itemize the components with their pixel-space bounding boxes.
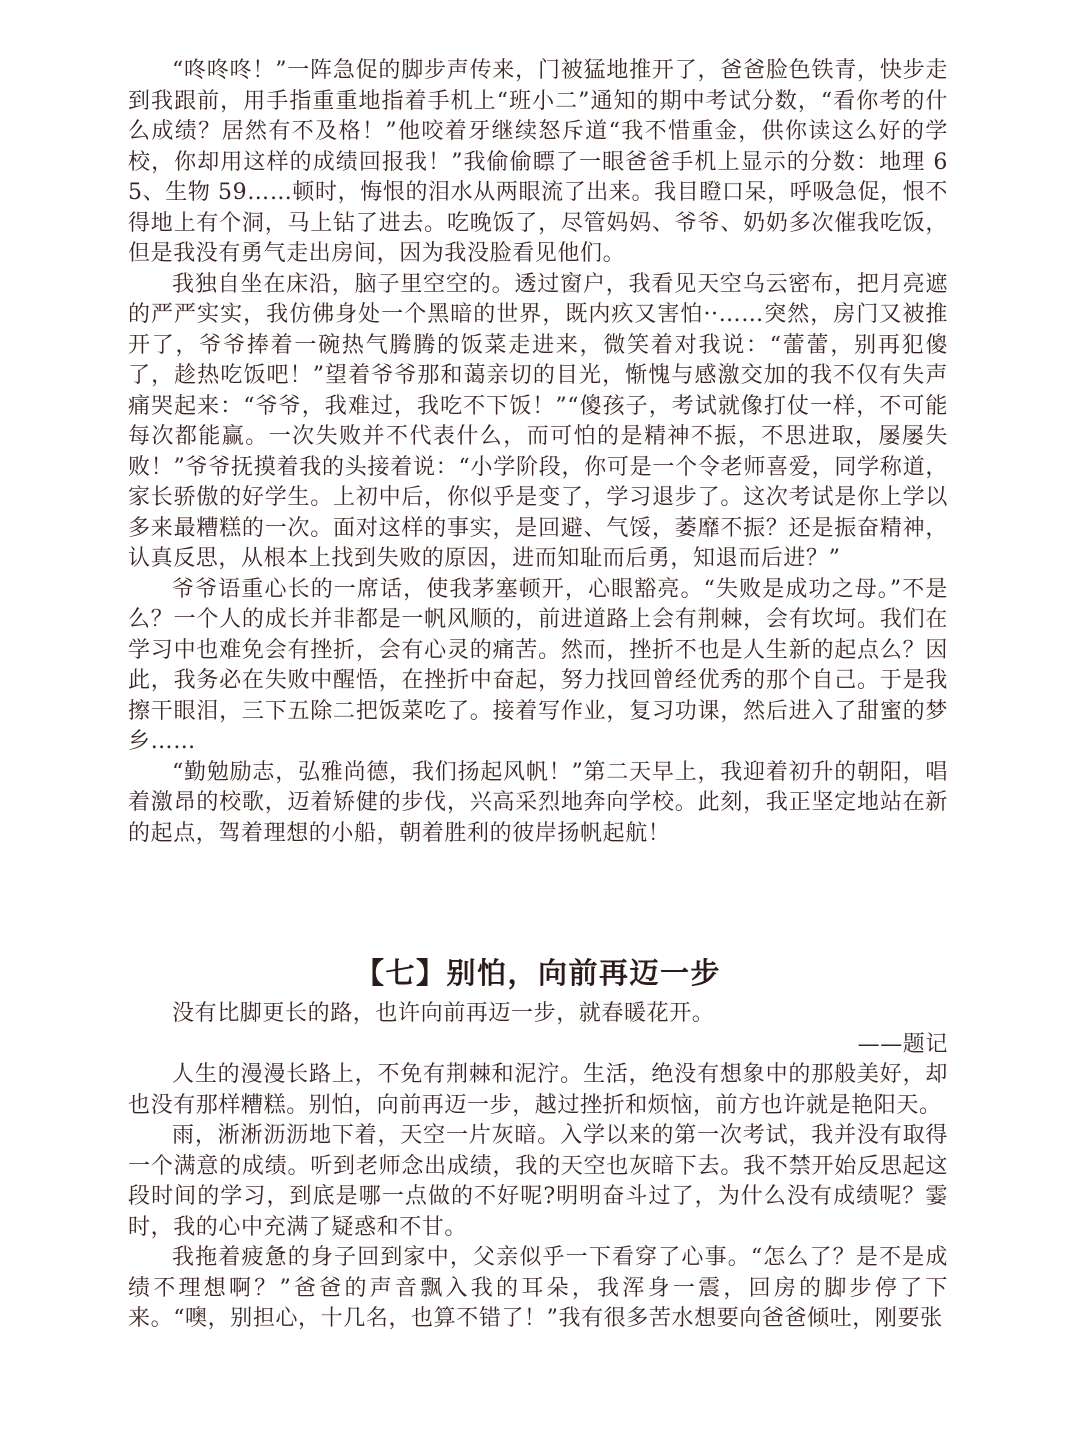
paragraph: 我独自坐在床沿，脑子里空空的。透过窗户，我看见天空乌云密布，把月亮遮的严严实实，我仿佛身处一个黑暗的世界，既内疚又害怕··……突然，房门又被推开了，爷爷捧着一碗热气腾腾的饭菜走进来，微笑着对我说：“蕾蕾，别再犯傻了，趁热吃饭吧！”望着爷爷那和蔼亲切的目光，惭愧与感激交加的我不仅有失声痛哭起来：“爷爷，我难过，我吃不下饭！”“傻孩子，考试就像打仗一样，不可能每次都能赢。一次失败并不代表什么，而可怕的是精神不振，不思进取，屡屡失败！”爷爷抚摸着我的头接着说：“小学阶段，你可是一个令老师喜爱，同学称道，家长骄傲的好学生。上初中后，你似乎是变了，学习退步了。这次考试是你上学以多来最糟糕的一次。面对这样的事实，是回避、气馁，萎靡不振？还是振奋精神，认真反思，从根本上找到失败的原因，进而知耻而后勇，知退而后进？”: [128, 271, 948, 571]
paragraph: 我拖着疲惫的身子回到家中，父亲似乎一下看穿了心事。“怎么了？是不是成绩不理想啊？”爸爸的声音飘入我的耳朵，我浑身一震，回房的脚步停了下来。“噢，别担心，十几名，也算不错了！”我有很多苦水想要向爸爸倾吐，刚要张: [128, 1245, 948, 1331]
paragraph: 爷爷语重心长的一席话，使我茅塞顿开，心眼豁亮。“失败是成功之母。”不是么？一个人的成长并非都是一帆风顺的，前进道路上会有荆棘，会有坎坷。我们在学习中也难免会有挫折，会有心灵的痛苦。然而，挫折不也是人生新的起点么？因此，我务必在失败中醒悟，在挫折中奋起，努力找回曾经优秀的那个自己。于是我擦干眼泪，三下五除二把饭菜吃了。接着写作业，复习功课，然后进入了甜蜜的梦乡……: [128, 576, 948, 754]
paragraph: “勤勉励志，弘雅尚德，我们扬起风帆！”第二天早上，我迎着初升的朝阳，唱着激昂的校歌，迈着矫健的步伐，兴高采烈地奔向学校。此刻，我正坚定地站在新的起点，驾着理想的小船，朝着胜利的彼岸扬帆起航！: [128, 759, 948, 846]
paragraph: 人生的漫漫长路上，不免有荆棘和泥泞。生活，绝没有想象中的那般美好，却也没有那样糟糕。别怕，向前再迈一步，越过挫折和烦恼，前方也许就是艳阳天。: [128, 1062, 948, 1118]
document-page: [128, 56, 948, 1335]
paragraph: 雨，淅淅沥沥地下着，天空一片灰暗。入学以来的第一次考试，我并没有取得一个满意的成绩。听到老师念出成绩，我的天空也灰暗下去。我不禁开始反思起这段时间的学习，到底是哪一点做的不好呢?明明奋斗过了，为什么没有成绩呢？霎时，我的心中充满了疑惑和不甘。: [128, 1123, 948, 1240]
essay-section-7: [128, 999, 948, 1335]
epigraph: 没有比脚更长的路，也许向前再迈一步，就春暖花开。: [172, 1001, 715, 1026]
essay-section-6-ending: [128, 56, 948, 849]
chapter-title: 【七】别怕，向前再迈一步: [354, 956, 721, 990]
paragraph: “咚咚咚！”一阵急促的脚步声传来，门被猛地推开了，爸爸脸色铁青，快步走到我跟前，用手指重重地指着手机上“班小二”通知的期中考试分数，“看你考的什么成绩？居然有不及格！”他咬着牙继续怒斥道“我不惜重金，供你读这么好的学校，你却用这样的成绩回报我！”我偷偷瞟了一眼爸爸手机上显示的分数：地理 65、生物 59……顿时，悔恨的泪水从两眼流了出来。我目瞪口呆，呼吸急促，恨不得地上有个洞，马上钻了进去。吃晚饭了，尽管妈妈、爷爷、奶奶多次催我吃饭，但是我没有勇气走出房间，因为我没脸看见他们。: [128, 58, 948, 266]
epigraph-attribution: ——题记: [857, 1031, 948, 1057]
